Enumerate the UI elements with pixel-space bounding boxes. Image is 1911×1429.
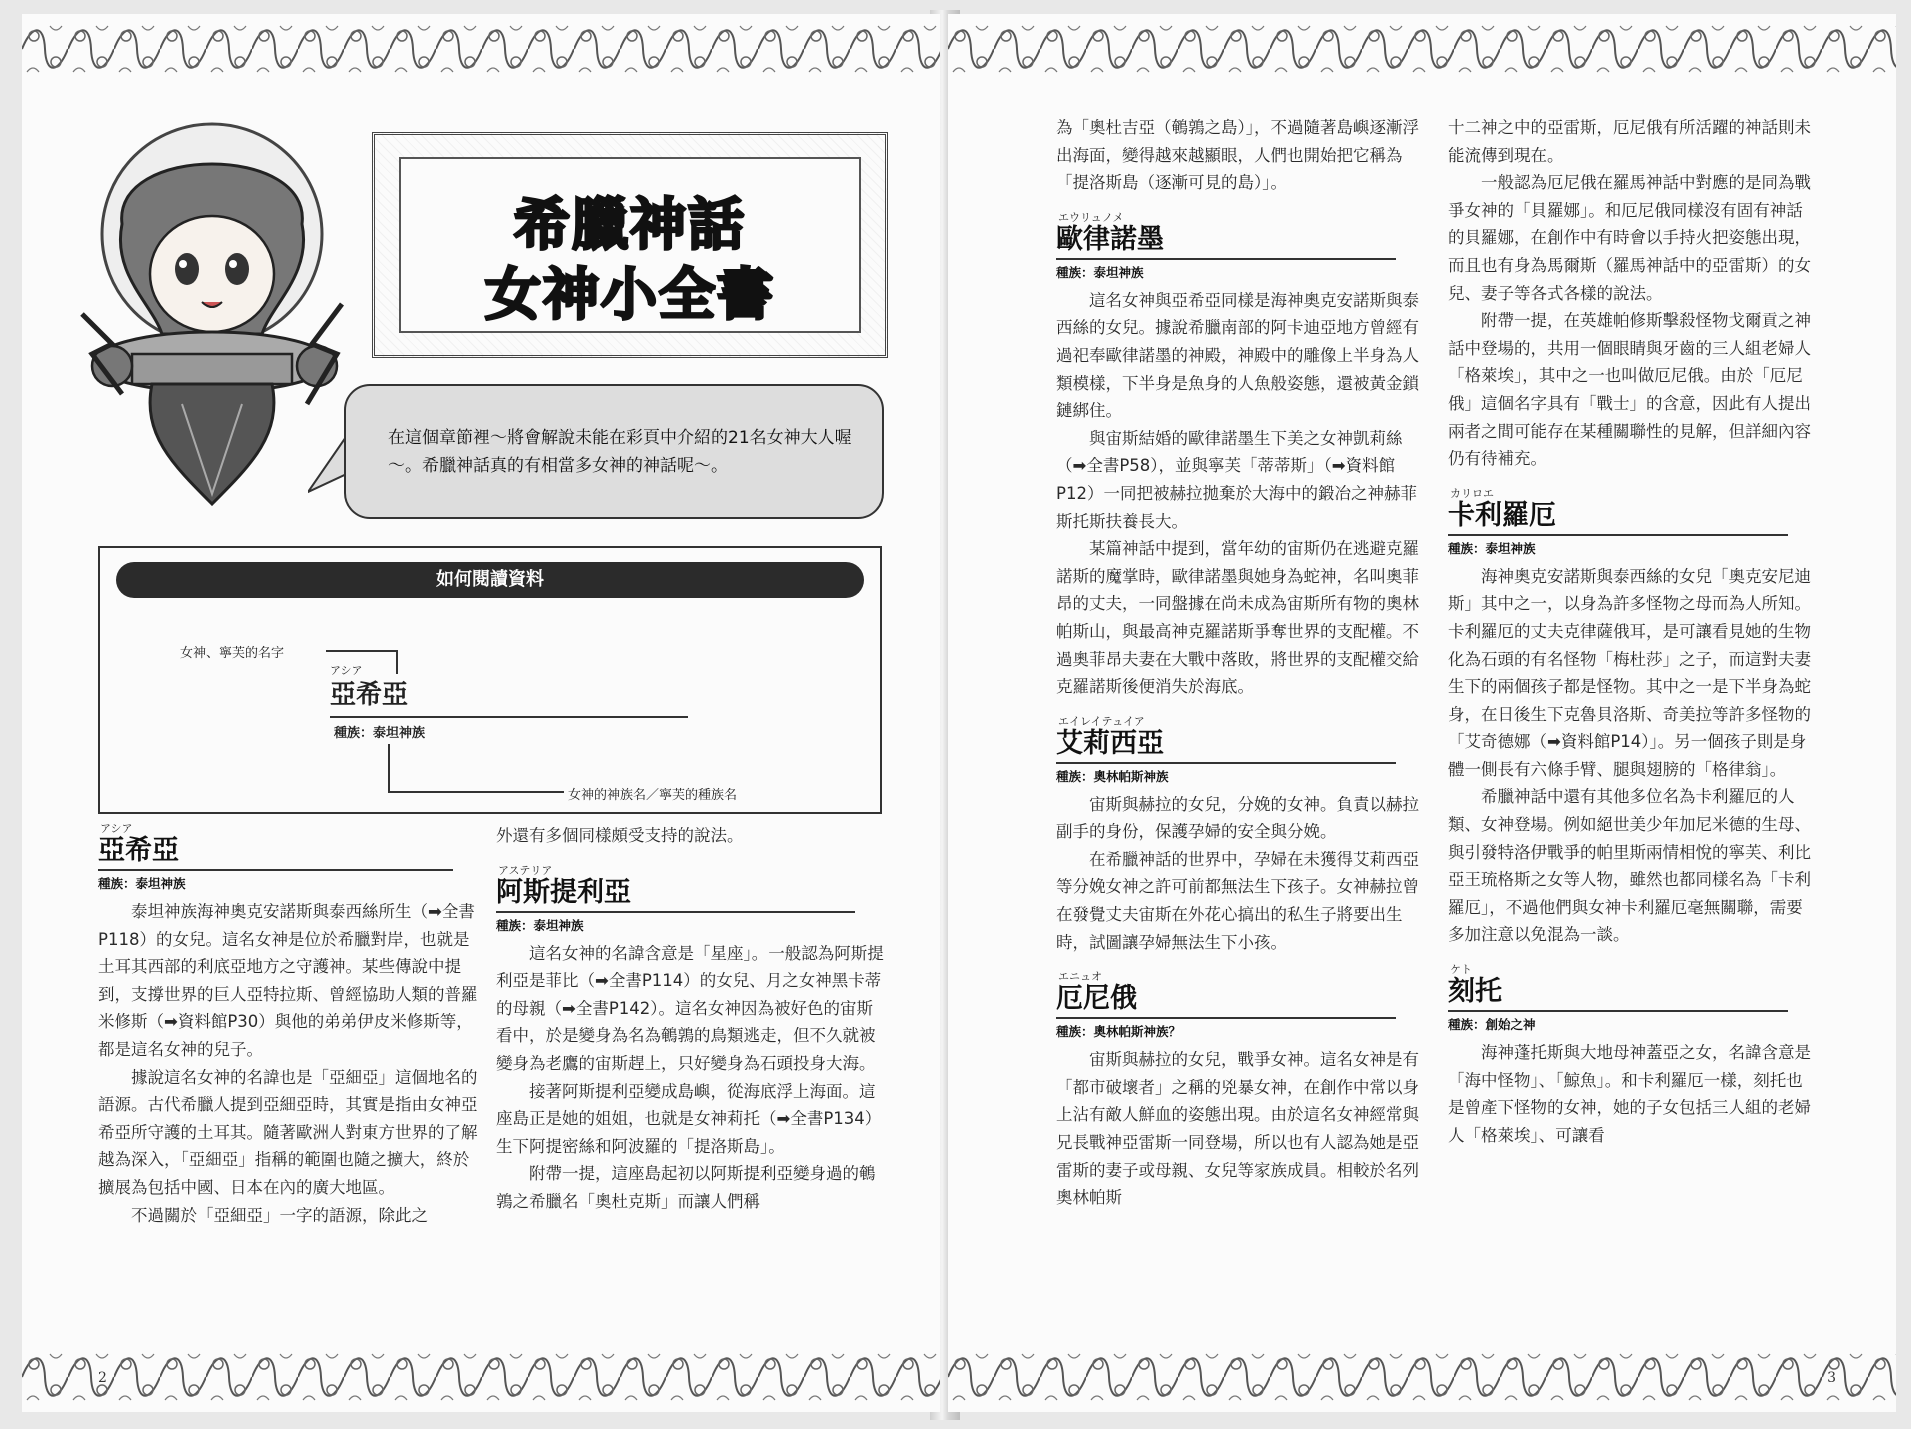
entry-rule xyxy=(98,869,453,871)
entry-paragraph: 這名女神與亞希亞同樣是海神奧克安諾斯與泰西絲的女兒。據說希臘南部的阿卡迪亞地方曾經有過祀奉歐律諾墨的神殿，神殿中的雕像上半身為人類模樣，下半身是魚身的人魚般姿態，還被黃金鎖鏈綁住。 xyxy=(1056,290,1419,421)
entry-paragraph: 十二神之中的亞雷斯，厄尼俄有所活躍的神話則未能流傳到現在。 xyxy=(1448,118,1811,165)
entry-tribe: 種族：奧林帕斯神族？ xyxy=(1056,1024,1182,1040)
entry-paragraph: 海神蓬托斯與大地母神蓋亞之女，名諱含意是「海中怪物」、「鯨魚」。和卡利羅厄一樣，刻托也是曾產下怪物的女神，她的子女包括三人組的老婦人「格萊埃」、可讓看 xyxy=(1448,1043,1811,1145)
entry-name: 亞希亞 xyxy=(98,835,179,866)
text-column-4 xyxy=(1448,114,1818,1149)
entry-name: 刻托 xyxy=(1448,976,1502,1008)
legend-sample-name: 亞希亞 xyxy=(330,680,409,710)
entry-callirrhoe xyxy=(1448,487,1818,949)
entry-name: 艾莉西亞 xyxy=(1056,727,1164,759)
legend-label-name: 女神、寧芙的名字 xyxy=(180,646,285,661)
entry-ceto xyxy=(1448,963,1818,1149)
entry-paragraph: 這名女神的名諱含意是「星座」。一般認為阿斯提利亞是菲比（➡全書P114）的女兒、月之女神黑卡蒂的母親（➡全書P142）。這名女神因為被好色的宙斯看中，於是變身為名為鵪鶉的鳥類逃走，但不久就被變身為老鷹的宙斯趕上，只好變身為石頭投身大海。 xyxy=(496,943,884,1073)
entry-rule xyxy=(1448,1010,1788,1012)
leader-line-name-v xyxy=(396,650,398,674)
entry-paragraph: 一般認為厄尼俄在羅馬神話中對應的是同為戰爭女神的「貝羅娜」。和厄尼俄同樣沒有固有神話的貝羅娜，在創作中有時會以手持火把姿態出現，而且也有身為馬爾斯（羅馬神話中的亞雷斯）的女兒、妻子等各式各樣的說法。 xyxy=(1448,173,1811,303)
entry-paragraph: 附帶一提，在英雄帕修斯擊殺怪物戈爾貢之神話中登場的，共用一個眼睛與牙齒的三人組老婦人「格萊埃」，其中之一也叫做厄尼俄。由於「厄尼俄」這個名字具有「戰士」的含意，因此有人提出兩者之間可能存在某種關聯性的見解，但詳細內容仍有待補充。 xyxy=(1448,311,1811,469)
chapter-title-frame xyxy=(372,132,888,358)
entry-eurynome xyxy=(1056,211,1426,701)
entry-eileithyia xyxy=(1056,715,1426,957)
ornamental-border-top xyxy=(948,14,1896,84)
chapter-title-line2: 女神小全書 xyxy=(485,262,775,328)
how-to-read-box xyxy=(98,546,882,814)
entry-tribe: 種族：泰坦神族 xyxy=(1056,264,1144,280)
entry-asteria xyxy=(496,864,886,1216)
chapter-title-line1: 希臘神話 xyxy=(514,192,746,258)
legend-sample-kana: アシア xyxy=(330,664,363,677)
entry-paragraph: 泰坦神族海神奧克安諾斯與泰西絲所生（➡全書P118）的女兒。這名女神是位於希臘對岸，也就是土耳其西部的利底亞地方之守護神。某些傳說中提到，支撐世界的巨人亞特拉斯、曾經協助人類的普羅米修斯（➡資料館P30）與他的弟弟伊皮米修斯等，都是這名女神的兒子。 xyxy=(98,902,478,1059)
entry-name: 阿斯提利亞 xyxy=(496,876,631,908)
entry-paragraph: 不過關於「亞細亞」一字的語源，除此之 xyxy=(131,1205,428,1225)
ornamental-border-top xyxy=(22,14,940,84)
page-number-right: 3 xyxy=(1827,1370,1836,1386)
entry-rule xyxy=(1448,534,1788,536)
entry-kana: アステリア xyxy=(498,863,553,877)
legend-sample-rule xyxy=(330,716,688,718)
entry-paragraph: 附帶一提，這座島起初以阿斯提利亞變身過的鵪鶉之希臘名「奧杜克斯」而讓人們稱 xyxy=(496,1164,876,1211)
legend-label-tribe: 女神的神族名／寧芙的種族名 xyxy=(568,788,738,803)
entry-continuation xyxy=(496,822,886,850)
entry-continuation xyxy=(1056,114,1426,197)
entry-rule xyxy=(1056,258,1396,260)
chapter-title-inner xyxy=(399,157,861,333)
ornamental-border-bottom xyxy=(22,1342,940,1412)
right-page xyxy=(948,14,1896,1412)
entry-paragraph: 接著阿斯提利亞變成島嶼，從海底浮上海面。這座島正是她的姐姐，也就是女神莉托（➡全書P134）生下阿提密絲和阿波羅的「提洛斯島」。 xyxy=(496,1081,882,1156)
entry-kana: エイレイテュイア xyxy=(1058,714,1145,728)
entry-paragraph: 海神奧克安諾斯與泰西絲的女兒「奧克安尼迪斯」其中之一，以身為許多怪物之母而為人所知。卡利羅厄的丈夫克律薩俄耳，是可讓看見她的生物化為石頭的有名怪物「梅杜莎」之子，而這對夫妻生下的兩個孩子都是怪物。其中之一是下半身為蛇身，在日後生下克魯貝洛斯、奇美拉等許多怪物的「艾奇德娜（➡資料館P14）」。另一個孩子則是身體一側長有六條手臂、腿與翅膀的「格律翁」。 xyxy=(1448,566,1811,779)
text-column-2 xyxy=(496,822,886,1216)
entry-rule xyxy=(1056,762,1396,764)
entry-name: 厄尼俄 xyxy=(1056,983,1137,1015)
entry-continuation xyxy=(1448,114,1818,473)
page-number-left: 2 xyxy=(98,1370,107,1386)
entry-tribe: 種族：創始之神 xyxy=(1448,1017,1536,1033)
ornamental-border-bottom xyxy=(948,1342,1896,1412)
entry-kana: カリロエ xyxy=(1450,486,1494,500)
entry-tribe: 種族：泰坦神族 xyxy=(98,876,186,891)
legend-sample-tribe: 種族：泰坦神族 xyxy=(334,726,426,741)
leader-line-tribe-h xyxy=(388,791,564,793)
entry-paragraph: 據說這名女神的名諱也是「亞細亞」這個地名的語源。古代希臘人提到亞細亞時，其實是指由女神亞希亞所守護的土耳其。隨著歐洲人對東方世界的了解越為深入，「亞細亞」指稱的範圍也隨之擴大，終於擴展為包括中國、日本在內的廣大地區。 xyxy=(98,1067,478,1197)
entry-kana: アシア xyxy=(100,822,133,835)
entry-kana: エウリュノメ xyxy=(1058,210,1124,224)
entry-name: 卡利羅厄 xyxy=(1448,499,1556,531)
entry-name: 歐律諾墨 xyxy=(1056,223,1164,255)
entry-tribe: 種族：泰坦神族 xyxy=(496,917,584,933)
entry-paragraph: 在希臘神話的世界中，孕婦在未獲得艾莉西亞等分娩女神之許可前都無法生下孩子。女神赫拉曾在發覺丈夫宙斯在外花心搞出的私生子將要出生時，試圖讓孕婦無法生下小孩。 xyxy=(1056,849,1419,952)
entry-enyo xyxy=(1056,970,1426,1212)
how-to-read-header: 如何閱讀資料 xyxy=(116,562,864,598)
text-column-3 xyxy=(1056,114,1426,1212)
entry-kana: ケト xyxy=(1450,963,1472,977)
entry-paragraph: 希臘神話中還有其他多位名為卡利羅厄的人類、女神登場。例如絕世美少年加尼米德的生母、與引發特洛伊戰爭的帕里斯兩情相悅的寧芙、利比亞王琉格斯之女等人物，雖然也都同樣名為「卡利羅厄」，不過他們與女神卡利羅厄毫無關聯，需要多加注意以免混為一談。 xyxy=(1448,787,1811,945)
entry-tribe: 種族：奧林帕斯神族 xyxy=(1056,768,1169,784)
left-page xyxy=(22,14,940,1412)
entry-tribe: 種族：泰坦神族 xyxy=(1448,540,1536,556)
intro-speech-bubble: 在這個章節裡～將會解說未能在彩頁中介紹的21名女神大人喔～。希臘神話真的有相當多女神的神話呢～。 xyxy=(344,384,884,519)
entry-asia xyxy=(98,822,484,1229)
entry-rule xyxy=(496,911,855,913)
entry-kana: エニュオ xyxy=(1058,970,1102,984)
leader-line-tribe-v xyxy=(388,744,390,792)
entry-rule xyxy=(1056,1017,1396,1019)
entry-paragraph: 宙斯與赫拉的女兒，分娩的女神。負責以赫拉副手的身份，保護孕婦的安全與分娩。 xyxy=(1056,794,1419,842)
entry-paragraph: 與宙斯結婚的歐律諾墨生下美之女神凱莉絲（➡全書P58），並與寧芙「蒂蒂斯」（➡資料館P12）一同把被赫拉拋棄於大海中的鍛冶之神赫菲斯托斯扶養長大。 xyxy=(1056,428,1417,531)
text-column-1 xyxy=(98,822,484,1229)
leader-line-name-h xyxy=(326,650,398,652)
entry-paragraph: 為「奧杜吉亞（鵪鶉之島）」，不過隨著島嶼逐漸浮出海面，變得越來越顯眼，人們也開始把它稱為「提洛斯島（逐漸可見的島）」。 xyxy=(1056,118,1419,193)
entry-paragraph: 外還有多個同樣頗受支持的說法。 xyxy=(496,826,744,845)
entry-paragraph: 宙斯與赫拉的女兒，戰爭女神。這名女神是有「都市破壞者」之稱的兇暴女神，在創作中常以身上沾有敵人鮮血的姿態出現。由於這名女神經常與兄長戰神亞雷斯一同登場，所以也有人認為她是亞雷斯的妻子或母親、女兒等家族成員。相較於名列奧林帕斯 xyxy=(1056,1050,1419,1208)
entry-paragraph: 某篇神話中提到，當年幼的宙斯仍在逃避克羅諾斯的魔掌時，歐律諾墨與她身為蛇神，名叫奧菲昂的丈夫，一同盤據在尚未成為宙斯所有物的奧林帕斯山，與最高神克羅諾斯爭奪世界的支配權。不過奧菲昂夫妻在大戰中落敗，將世界的支配權交給克羅諾斯後便消失於海底。 xyxy=(1056,539,1419,697)
